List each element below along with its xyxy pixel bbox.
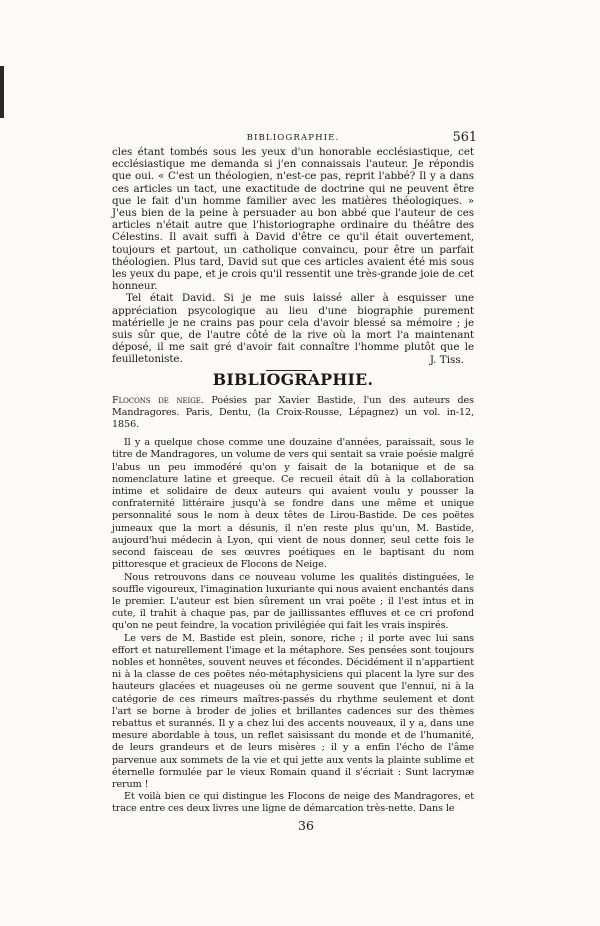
article-paragraph-closing: Tel était David. Si je me suis laissé aller à esquisser une appréciation psycologique au lieu d'une biographie purement matérielle je ne crains pas pour cela d'avoir blessé sa mémoire ; je suis sûr que, de l'autre côté de la rive où la mort l'a maintenant déposé, il me sait gré d'avoir fait connaître l'homme plutôt que le feuilletoniste. <box>112 292 474 366</box>
review-paragraph: Le vers de M. Bastide est plein, sonore, riche ; il porte avec lui sans effort et naturellement l'image et la métaphore. Ses pensées sont toujours nobles et honnêtes, souvent neuves et fécondes. Décidément il n'appartient ni à la classe de ces poëtes néo-métaphysiciens qui placent la lyre sur des hauteurs glacées et nuageuses où ne germe souvent que l'ennui, ni à la catégorie de ces rimeurs maîtres-passés du rhythme seulement et dont l'art se borne à broder de jolies et brillantes cadences sur des thèmes rebattus et surannés. Il y a chez lui des accents nouveaux, il y a, dans une mesure abordable à tous, un reflet saisissant du monde et de l'humanité, de leurs grandeurs et de leurs misères ; il y a enfin l'écho de l'âme parvenue aux sommets de la vie et qui jette aux vents la plainte sublime et éternelle formulée par le vieux Romain quand il s'écriait : Sunt lacrymæ rerum ! <box>112 632 474 790</box>
book-page <box>112 130 477 833</box>
page-number: 561 <box>452 130 477 145</box>
review-book-details: Poésies par Xavier Bastide, l'un des auteurs des Mandragores. Paris, Dentu, (la Croix-Rousse, Lépagnez) un vol. in-12, 1856. <box>112 394 474 431</box>
author-signature: J. Tiss. <box>429 353 464 366</box>
review-citation <box>112 395 474 432</box>
signature-row <box>112 354 474 366</box>
signature-mark: 36 <box>298 817 314 833</box>
running-head-title: BIBLIOGRAPHIE. <box>246 133 340 143</box>
section-heading: BIBLIOGRAPHIE. <box>212 369 374 389</box>
article-paragraph-continued: cles étant tombés sous les yeux d'un honorable ecclésiastique, cet ecclésiastique me demanda si j'en connaissais l'auteur. Je répondis que oui. « C'est un théologien, n'est-ce pas, reprit l'abbé? Il y a dans ces articles un tact, une exactitude de doctrine qui ne peuvent être que le fait d'un homme familier avec les matières théologiques. » J'eus bien de la peine à persuader au bon abbé que l'auteur de ces articles n'était autre que l'historiographe ordinaire du théâtre des Célestins. Il avait suffi à David d'être ce qu'il était ouvertement, toujours et partout, un catholique convaincu, pour être un parfait théologien. Plus tard, David sut que ces articles avaient été mis sous les yeux du pape, et je crois qu'il ressentit une très-grande joie de cet honneur. <box>112 146 474 293</box>
review-paragraph: Il y a quelque chose comme une douzaine d'années, paraissait, sous le titre de Mandragores, un volume de vers qui sentait sa vraie poésie malgré l'abus un peu immodéré qu'on y faisait de la botanique et de sa nomenclature latine et greeque. Ce recueil était dû à la collaboration intime et solidaire de deux auteurs qui avaient voulu y pousser la confraternité littéraire jusqu'à se fondre dans une même et unique personnalité sous le nom à deux têtes de Lirou-Bastide. De ces poëtes jumeaux que la mort a désunis, il n'en reste plus qu'un, M. Bastide, aujourd'hui médecin à Lyon, qui vient de nous donner, seul cette fois le second faisceau de ses œuvres poétiques en le baptisant du nom pittoresque et gracieux de Flocons de Neige. <box>112 437 474 571</box>
page-edge-mark <box>0 66 4 118</box>
review-paragraph: Nous retrouvons dans ce nouveau volume les qualités distinguées, le souffle vigoureux, l'imagination luxuriante qui nous avaient enchantés dans le premier. L'auteur est bien sûrement un vrai poëte ; il l'est intus et in cute, il trahit à chaque pas, par de jaillissantes effluves et ce cri profond qu'on ne peut feindre, la vocation privilégiée qui fait les vrais inspirés. <box>112 571 474 632</box>
review-book-title: Flocons de neige. <box>112 394 204 406</box>
running-head <box>112 130 477 146</box>
review-paragraph: Et voilà bien ce qui distingue les Flocons de neige des Mandragores, et trace entre ces deux livres une ligne de démarcation très-nette. Dans le <box>112 791 474 815</box>
